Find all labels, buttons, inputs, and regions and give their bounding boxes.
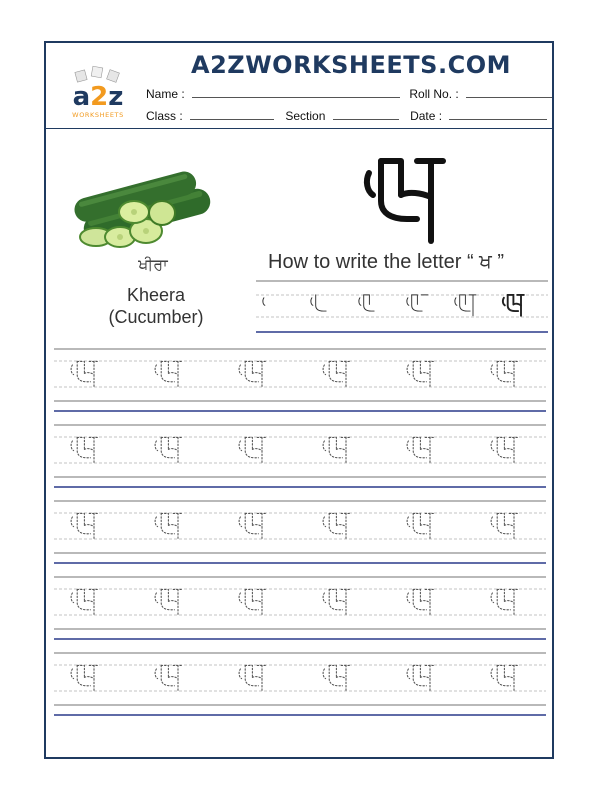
- trace-stroke: [161, 361, 168, 373]
- stroke-segment: [359, 298, 361, 306]
- trace-stroke: [420, 525, 430, 527]
- trace-stroke: [323, 365, 326, 375]
- trace-stroke: [329, 589, 336, 601]
- class-blank[interactable]: [190, 109, 274, 120]
- trace-stroke: [413, 513, 426, 533]
- practice-row: [54, 349, 546, 411]
- trace-stroke: [407, 365, 410, 375]
- trace-letter[interactable]: [491, 665, 518, 691]
- trace-stroke: [491, 593, 494, 603]
- trace-stroke: [84, 677, 94, 679]
- trace-stroke: [504, 525, 514, 527]
- trace-stroke: [407, 517, 410, 527]
- roll-blank[interactable]: [466, 87, 552, 98]
- trace-stroke: [239, 593, 242, 603]
- trace-letter[interactable]: [407, 589, 434, 615]
- a2z-logo: [58, 65, 138, 120]
- trace-letter[interactable]: [155, 589, 182, 615]
- stroke-step: [455, 295, 476, 316]
- trace-stroke: [84, 525, 94, 527]
- trace-stroke: [491, 669, 494, 679]
- stroke-segment: [460, 295, 466, 305]
- trace-letter[interactable]: [71, 437, 98, 463]
- trace-stroke: [77, 665, 90, 685]
- trace-stroke: [407, 593, 410, 603]
- trace-stroke: [168, 449, 178, 451]
- trace-stroke: [497, 437, 510, 457]
- trace-letter[interactable]: [71, 589, 98, 615]
- trace-letter[interactable]: [239, 361, 266, 387]
- trace-stroke: [168, 525, 178, 527]
- stroke-segment: [455, 298, 457, 306]
- trace-stroke: [336, 677, 346, 679]
- trace-stroke: [413, 589, 420, 601]
- trace-stroke: [413, 589, 426, 609]
- trace-stroke: [161, 665, 168, 677]
- trace-stroke: [323, 441, 326, 451]
- trace-stroke: [84, 601, 94, 603]
- trace-letter[interactable]: [407, 437, 434, 463]
- stroke-order-guide: [256, 279, 548, 335]
- trace-stroke: [323, 517, 326, 527]
- trace-stroke: [161, 437, 174, 457]
- trace-stroke: [407, 669, 410, 679]
- trace-stroke: [155, 365, 158, 375]
- trace-stroke: [155, 517, 158, 527]
- stroke-step: [407, 295, 428, 316]
- trace-stroke: [329, 513, 342, 533]
- trace-stroke: [329, 513, 336, 525]
- trace-stroke: [420, 449, 430, 451]
- trace-stroke: [504, 677, 514, 679]
- trace-letter[interactable]: [239, 437, 266, 463]
- trace-stroke: [71, 441, 74, 451]
- cucumber-picture: [68, 163, 218, 253]
- how-to-write-heading: How to write the letter “ ਖ ”: [268, 251, 505, 273]
- name-label: Name :: [146, 87, 185, 101]
- stroke-segment: [407, 298, 409, 306]
- trace-stroke: [77, 437, 84, 449]
- trace-stroke: [71, 517, 74, 527]
- trace-stroke: [245, 437, 252, 449]
- trace-stroke: [323, 669, 326, 679]
- trace-stroke: [491, 365, 494, 375]
- name-blank[interactable]: [192, 87, 400, 98]
- practice-row: [54, 577, 546, 639]
- worksheet-frame: [44, 41, 554, 759]
- practice-row: [54, 653, 546, 715]
- trace-stroke: [336, 373, 346, 375]
- trace-stroke: [245, 361, 252, 373]
- trace-stroke: [245, 513, 252, 525]
- trace-stroke: [252, 373, 262, 375]
- class-label: Class :: [146, 109, 183, 123]
- trace-stroke: [245, 665, 258, 685]
- trace-stroke: [420, 677, 430, 679]
- trace-stroke: [239, 365, 242, 375]
- stroke-step: [263, 295, 284, 316]
- trace-stroke: [239, 441, 242, 451]
- trace-stroke: [239, 669, 242, 679]
- trace-letter[interactable]: [239, 589, 266, 615]
- trace-letter[interactable]: [155, 361, 182, 387]
- trace-stroke: [329, 589, 342, 609]
- word-native: ਖੀਰਾ: [138, 255, 168, 274]
- trace-stroke: [155, 669, 158, 679]
- field-row-top: [146, 87, 552, 101]
- stroke-segment: [364, 295, 370, 305]
- word-english: (Cucumber): [108, 307, 204, 327]
- trace-stroke: [245, 589, 252, 601]
- trace-letter[interactable]: [407, 665, 434, 691]
- trace-stroke: [252, 677, 262, 679]
- stroke-segment: [364, 295, 374, 311]
- trace-stroke: [504, 373, 514, 375]
- trace-stroke: [71, 669, 74, 679]
- trace-stroke: [245, 437, 258, 457]
- practice-row: [54, 425, 546, 487]
- trace-stroke: [84, 373, 94, 375]
- trace-letter[interactable]: [323, 665, 350, 691]
- trace-stroke: [77, 589, 84, 601]
- stroke-segment: [513, 304, 521, 306]
- trace-stroke: [161, 437, 168, 449]
- trace-stroke: [420, 373, 430, 375]
- trace-stroke: [336, 601, 346, 603]
- stroke-segment: [503, 298, 505, 306]
- trace-stroke: [329, 361, 336, 373]
- trace-letter[interactable]: [407, 361, 434, 387]
- trace-stroke: [413, 361, 426, 381]
- date-label: Date :: [410, 109, 443, 123]
- date-blank[interactable]: [449, 109, 547, 120]
- trace-letter[interactable]: [323, 361, 350, 387]
- trace-stroke: [77, 665, 84, 677]
- trace-stroke: [161, 589, 168, 601]
- trace-stroke: [155, 593, 158, 603]
- trace-stroke: [168, 677, 178, 679]
- trace-stroke: [77, 361, 90, 381]
- trace-stroke: [161, 513, 174, 533]
- trace-stroke: [407, 441, 410, 451]
- trace-stroke: [161, 589, 174, 609]
- trace-stroke: [252, 601, 262, 603]
- trace-stroke: [497, 513, 510, 533]
- trace-letter[interactable]: [239, 665, 266, 691]
- trace-stroke: [245, 361, 258, 381]
- trace-stroke: [329, 665, 336, 677]
- trace-stroke: [497, 665, 510, 685]
- trace-stroke: [77, 361, 84, 373]
- trace-stroke: [168, 601, 178, 603]
- trace-stroke: [71, 365, 74, 375]
- trace-stroke: [77, 589, 90, 609]
- trace-stroke: [420, 601, 430, 603]
- tracing-practice-area: [54, 343, 546, 723]
- trace-stroke: [413, 361, 420, 373]
- trace-stroke: [504, 601, 514, 603]
- trace-stroke: [497, 361, 504, 373]
- trace-stroke: [329, 437, 342, 457]
- practice-row: [54, 501, 546, 563]
- trace-stroke: [491, 441, 494, 451]
- trace-letter[interactable]: [71, 361, 98, 387]
- stroke-segment: [311, 298, 313, 306]
- stroke-segment: [460, 295, 470, 311]
- stroke-segment: [316, 295, 326, 311]
- trace-stroke: [336, 525, 346, 527]
- field-row-bottom: [146, 109, 547, 123]
- roll-label: Roll No. :: [409, 87, 459, 101]
- trace-letter[interactable]: [239, 513, 266, 539]
- trace-stroke: [413, 665, 420, 677]
- trace-stroke: [497, 665, 504, 677]
- trace-letter[interactable]: [155, 665, 182, 691]
- trace-stroke: [239, 517, 242, 527]
- trace-stroke: [413, 665, 426, 685]
- trace-stroke: [323, 593, 326, 603]
- trace-letter[interactable]: [491, 437, 518, 463]
- trace-stroke: [252, 525, 262, 527]
- trace-letter[interactable]: [323, 589, 350, 615]
- trace-stroke: [252, 449, 262, 451]
- trace-stroke: [491, 517, 494, 527]
- stroke-step: [311, 295, 332, 316]
- trace-letter[interactable]: [323, 513, 350, 539]
- trace-letter[interactable]: [155, 513, 182, 539]
- trace-stroke: [245, 665, 252, 677]
- trace-letter[interactable]: [491, 513, 518, 539]
- trace-letter[interactable]: [155, 437, 182, 463]
- trace-stroke: [168, 373, 178, 375]
- section-label: Section: [285, 109, 326, 123]
- trace-stroke: [77, 513, 90, 533]
- trace-stroke: [497, 437, 504, 449]
- stroke-segment: [263, 298, 265, 306]
- trace-stroke: [336, 449, 346, 451]
- trace-letter[interactable]: [71, 665, 98, 691]
- trace-stroke: [504, 449, 514, 451]
- word-roman: Kheera: [126, 285, 186, 305]
- trace-stroke: [245, 513, 258, 533]
- trace-stroke: [413, 437, 426, 457]
- trace-stroke: [155, 441, 158, 451]
- trace-stroke: [71, 593, 74, 603]
- trace-letter[interactable]: [71, 513, 98, 539]
- trace-stroke: [413, 513, 420, 525]
- trace-stroke: [497, 361, 510, 381]
- trace-stroke: [413, 437, 420, 449]
- trace-stroke: [77, 513, 84, 525]
- stroke-segment: [412, 295, 422, 311]
- trace-stroke: [84, 449, 94, 451]
- trace-stroke: [497, 589, 504, 601]
- trace-stroke: [329, 665, 342, 685]
- stroke-segment: [412, 295, 418, 305]
- trace-stroke: [497, 589, 510, 609]
- trace-stroke: [161, 513, 168, 525]
- trace-letter[interactable]: [407, 513, 434, 539]
- logo-text: a2z: [72, 82, 124, 112]
- trace-stroke: [329, 437, 336, 449]
- trace-stroke: [329, 361, 342, 381]
- section-blank[interactable]: [333, 109, 399, 120]
- site-title: A2ZWORKSHEETS.COM: [191, 51, 511, 79]
- trace-stroke: [245, 589, 258, 609]
- big-letter-kha: [361, 151, 451, 246]
- trace-stroke: [77, 437, 90, 457]
- worksheet-header: [46, 43, 552, 129]
- trace-letter[interactable]: [491, 589, 518, 615]
- trace-letter[interactable]: [323, 437, 350, 463]
- logo-subtitle: WORKSHEETS: [72, 111, 124, 119]
- trace-letter[interactable]: [491, 361, 518, 387]
- trace-stroke: [497, 513, 504, 525]
- stroke-step: [359, 295, 380, 316]
- trace-stroke: [161, 361, 174, 381]
- trace-stroke: [161, 665, 174, 685]
- stroke-step: [503, 295, 524, 316]
